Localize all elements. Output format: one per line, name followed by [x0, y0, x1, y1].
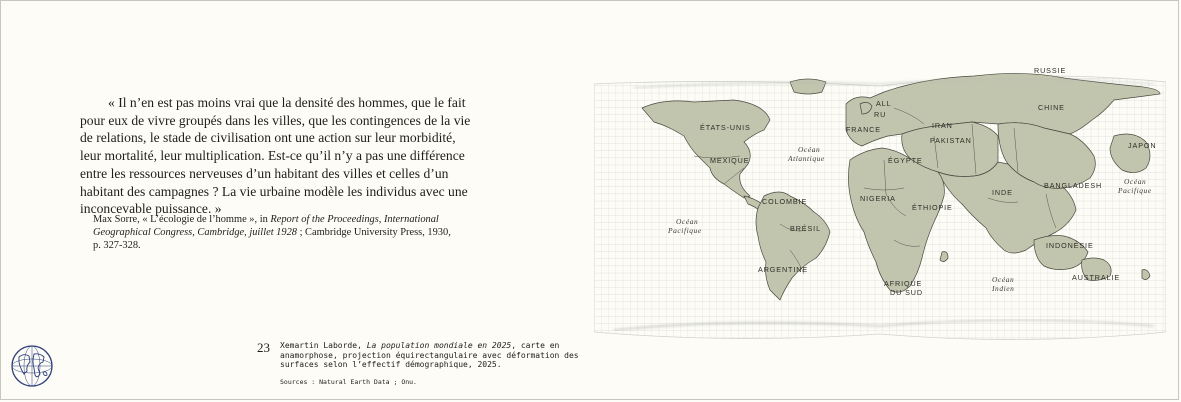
figure-sources: Sources : Natural Earth Data ; Onu. [280, 378, 417, 386]
label-iran: IRAN [932, 121, 953, 130]
label-afrique-l1: AFRIQUE [884, 279, 923, 288]
label-egypte: ÉGYPTE [888, 156, 923, 165]
caption-title: La population mondiale en 2025 [366, 341, 512, 350]
label-etats-unis: ÉTATS-UNIS [700, 123, 751, 132]
label-chine: CHINE [1038, 103, 1065, 112]
label-russie: RUSSIE [1034, 66, 1067, 75]
label-pakistan: PAKISTAN [930, 136, 972, 145]
citation-publisher: ; Cambridge University Press, 1930, p. 327-328. [93, 227, 451, 251]
quote-paragraph: « Il n’en est pas moins vrai que la densité des hommes, que le fait pour eux de vivre groupés dans les villes, que les contingences de la vie de relations, le stade de civilisation ont une action sur leur morbidité, leur mortalité, leur multiplication. Est-ce qu’il n’y a pas une différence entre les ressources nerveuses d’un habitant des villes et celles d’un habitant des campagnes ? La vie urbaine modèle les individus avec une inconcevable puissance. » [80, 95, 471, 217]
figure-number: 23 [257, 340, 270, 355]
label-indonesie: INDONÉSIE [1046, 241, 1094, 250]
globe-icon [10, 344, 54, 388]
ocean-atlantique-l2: Atlantique [788, 154, 825, 163]
ocean-pacifique-e-l1: Océan [1124, 177, 1147, 186]
label-ru: RU [874, 110, 887, 119]
citation [93, 213, 453, 252]
label-france: FRANCE [846, 125, 881, 134]
citation-work: Report of the Proceedings, International Geographical Congress, Cambridge, juillet 1928 [93, 214, 439, 238]
caption-description: , carte en anamorphose, projection équirectangulaire avec déformation des surfaces selon l’effectif démographique, 2025. [280, 341, 579, 370]
label-afrique-l2: DU SUD [890, 288, 923, 297]
label-argentine: ARGENTINE [758, 265, 809, 274]
label-nigeria: NIGERIA [860, 194, 896, 203]
label-ethiopie: ÉTHIOPIE [912, 203, 953, 212]
label-colombie: COLOMBIE [762, 197, 808, 206]
label-inde: INDE [992, 188, 1013, 197]
ocean-pacifique-w-l2: Pacifique [668, 226, 702, 235]
world-cartogram-map [594, 64, 1166, 346]
caption-author: Xemartin Laborde, [280, 341, 367, 350]
label-australie: AUSTRALIE [1072, 273, 1121, 282]
label-mexique: MEXIQUE [710, 156, 750, 165]
ocean-pacifique-w-l1: Océan [676, 217, 699, 226]
label-bangladesh: BANGLADESH [1044, 181, 1103, 190]
label-bresil: BRÉSIL [790, 224, 821, 233]
figure-caption [280, 341, 580, 370]
label-all: ALL [876, 99, 892, 108]
citation-author: Max Sorre, « L’écologie de l’homme », in [93, 214, 271, 225]
label-japon: JAPON [1128, 141, 1157, 150]
ocean-indien-l1: Océan [992, 275, 1015, 284]
ocean-atlantique-l1: Océan [798, 145, 821, 154]
ocean-pacifique-e-l2: Pacifique [1118, 186, 1152, 195]
greenland [790, 79, 826, 94]
ocean-indien-l2: Indien [992, 284, 1015, 293]
